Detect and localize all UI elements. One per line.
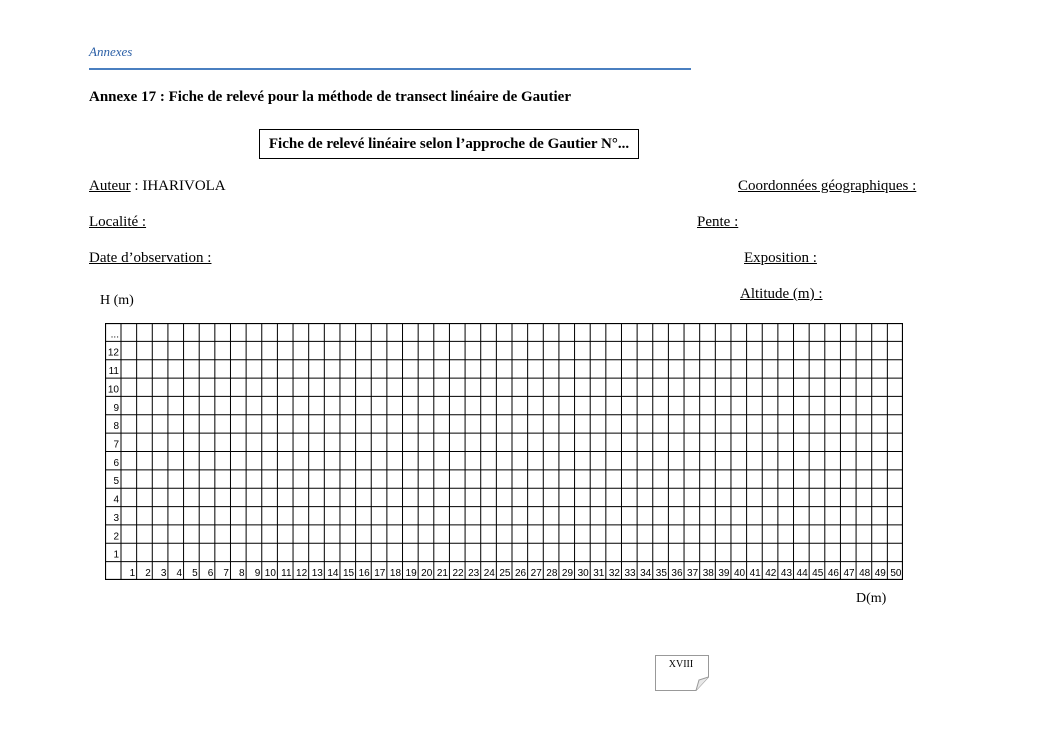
grid-column-label: 33 [624,568,636,579]
author-field [89,178,226,195]
grid-column-label: 11 [281,568,292,579]
grid-column-label: 16 [358,568,370,579]
grid-column-label: 27 [530,568,542,579]
page-number-tag [655,655,707,689]
grid-column-label: 24 [483,568,495,579]
locality-field: Localité : [89,214,147,230]
grid-row-label: 12 [107,347,119,359]
grid-row-label: 5 [113,476,119,488]
form-title-box: Fiche de relevé linéaire selon l’approche de Gautier N°... [259,129,639,159]
grid-row-label: 2 [113,531,119,543]
grid-column-label: 45 [812,568,824,579]
slope-field: Pente : [697,214,739,230]
grid-column-label: 25 [499,568,511,579]
grid-column-label: 18 [389,568,402,579]
grid-column-label: 39 [718,568,730,579]
grid-column-label: 49 [874,568,886,579]
grid-column-label: 40 [733,568,746,579]
grid-column-label: 41 [749,568,761,579]
page-number: XVIII [668,659,694,670]
transect-grid [105,323,903,580]
grid-column-label: 15 [342,568,355,579]
grid-row-label: 6 [113,457,119,469]
grid-column-label: 21 [436,568,448,579]
grid-column-label: 12 [296,568,308,579]
grid-column-label: 38 [702,568,714,579]
grid-row-label: 9 [113,402,119,414]
author-label: Auteur [89,178,131,194]
grid-column-label: 1 [129,568,136,579]
exposure-field: Exposition : [744,250,817,266]
header-divider [89,68,691,70]
grid-column-label: 7 [223,568,229,579]
grid-column-label: 26 [515,568,527,579]
grid-row-label: 4 [113,494,119,506]
grid-column-label: 36 [671,568,683,579]
annex-title: Annexe 17 : Fiche de relevé pour la méthode de transect linéaire de Gautier [89,89,571,105]
grid-column-label: 23 [468,568,480,579]
grid-column-label: 5 [192,568,198,579]
grid-column-label: 28 [546,568,558,579]
grid-column-label: 30 [577,568,589,579]
grid-column-label: 46 [827,568,839,579]
x-axis-label: D(m) [856,591,887,606]
grid-column-label: 14 [327,568,339,579]
grid-column-label: 29 [561,568,574,579]
grid-row-label: 8 [113,421,119,433]
coordinates-field: Coordonnées géographiques : [738,178,917,194]
grid-row-label: 10 [107,384,119,396]
y-axis-label: H (m) [100,293,134,308]
grid-column-label: 20 [421,568,433,579]
grid-column-label: 4 [176,568,183,579]
grid-column-label: 44 [796,568,808,579]
grid-column-label: 9 [254,568,261,579]
grid-column-label: 50 [890,568,902,579]
grid-column-label: 22 [452,568,464,579]
grid-column-label: 48 [859,568,871,579]
grid-column-label: 2 [145,568,151,579]
grid-column-label: 32 [608,568,620,579]
grid-column-label: 42 [765,568,777,579]
grid-row-label: 11 [108,366,119,378]
grid-column-label: 47 [843,568,855,579]
date-field: Date d’observation : [89,250,212,266]
grid-row-label: ... [110,329,119,341]
grid-column-label: 13 [311,568,323,579]
grid-row-label: 3 [113,512,119,524]
transect-grid-svg [105,323,903,580]
grid-column-label: 6 [207,568,214,579]
header-section-title: Annexes [89,44,133,59]
grid-row-label: 7 [113,439,119,451]
author-value: : IHARIVOLA [130,178,226,194]
grid-column-label: 19 [405,568,417,579]
altitude-field: Altitude (m) : [740,286,823,302]
grid-column-label: 17 [374,568,386,579]
grid-column-label: 37 [687,568,699,579]
grid-column-label: 35 [655,568,667,579]
grid-column-label: 10 [264,568,276,579]
grid-column-label: 8 [239,568,245,579]
grid-column-label: 34 [640,568,652,579]
grid-column-label: 31 [593,568,605,579]
grid-row-label: 1 [113,549,119,561]
grid-column-label: 43 [780,568,793,579]
grid-column-label: 3 [160,568,167,579]
